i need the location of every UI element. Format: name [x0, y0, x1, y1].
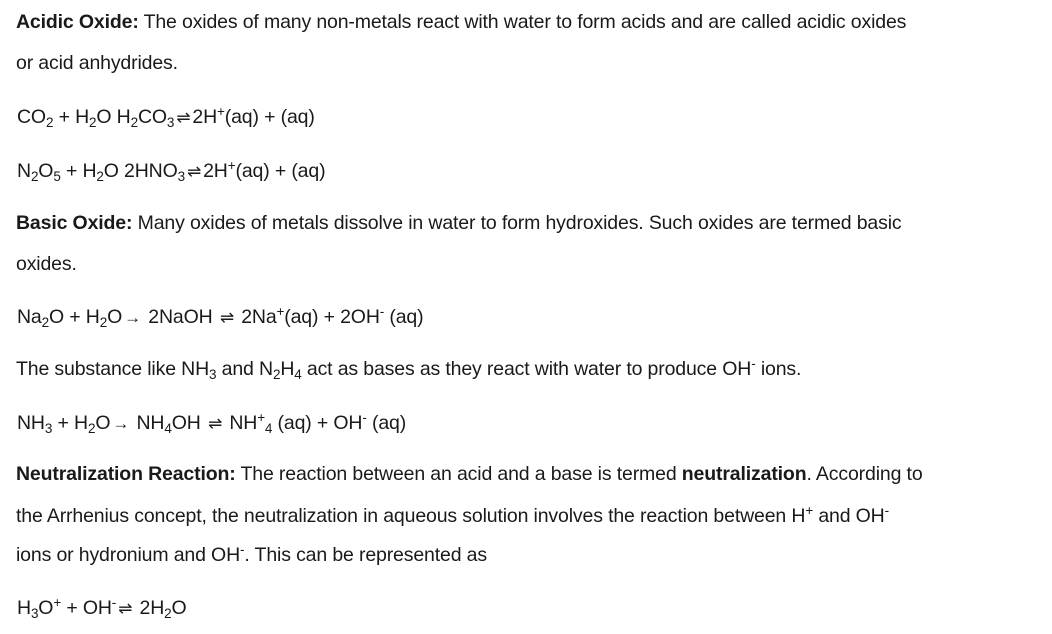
- basic-oxide-text-2: oxides.: [16, 253, 77, 275]
- eq-sub: 2: [89, 115, 97, 130]
- text-run: . According to: [806, 463, 923, 485]
- eq-term: (aq) + 2OH: [284, 306, 380, 328]
- eq-term: O: [38, 160, 54, 182]
- eq-term: O: [95, 412, 111, 434]
- eq-sub: 3: [44, 421, 53, 436]
- equilibrium-arrow-icon: ⇌: [219, 308, 234, 327]
- acidic-oxide-line-1: [16, 8, 906, 36]
- text-sub: 4: [294, 367, 302, 382]
- eq-sup: -: [362, 410, 367, 425]
- equilibrium-arrow-icon: ⇌: [118, 599, 133, 618]
- eq-sub: 2: [87, 421, 96, 436]
- eq-term: O: [171, 597, 187, 619]
- text-run: ions.: [755, 358, 802, 380]
- eq-sup: +: [257, 410, 265, 425]
- eq-term: CO: [17, 106, 46, 128]
- eq-term: O 2HNO: [103, 160, 178, 182]
- text-run: act as bases as they react with water to produce OH: [301, 358, 752, 380]
- basic-oxide-line-2: [16, 250, 77, 278]
- equation-na2o: [17, 303, 423, 332]
- text-run: ions or hydronium and OH: [16, 544, 241, 566]
- eq-term: N: [17, 160, 31, 182]
- eq-sup: +: [227, 158, 236, 173]
- neutralization-line-2: [16, 502, 889, 530]
- eq-term: NH: [224, 412, 258, 434]
- eq-sub: 2: [164, 606, 172, 621]
- text-run: and N: [216, 358, 273, 380]
- eq-sup: +: [53, 595, 62, 610]
- basic-oxide-term: Basic Oxide:: [16, 212, 133, 234]
- eq-sub: 2: [41, 315, 49, 330]
- eq-term: O H: [96, 106, 131, 128]
- eq-sub: 3: [166, 115, 175, 130]
- equilibrium-arrow-icon: ⇌: [187, 162, 202, 181]
- text-run: The substance like NH: [16, 358, 210, 380]
- eq-term: NH: [17, 412, 45, 434]
- neutralization-term: Neutralization Reaction:: [16, 463, 236, 485]
- text-sub: 2: [272, 367, 281, 382]
- basic-oxide-text: Many oxides of metals dissolve in water to form hydroxides. Such oxides are termed basic: [132, 212, 902, 234]
- bases-sentence: [16, 355, 801, 383]
- eq-sup: +: [276, 304, 285, 319]
- basic-oxide-line-1: [16, 209, 902, 237]
- eq-term: CO: [137, 106, 167, 128]
- eq-sub: 2: [96, 169, 104, 184]
- acidic-oxide-term: Acidic Oxide:: [16, 11, 139, 33]
- eq-sub: 2: [45, 115, 54, 130]
- eq-term: + H: [52, 412, 88, 434]
- eq-term: + OH: [61, 597, 112, 619]
- neutralization-line-1: [16, 460, 923, 488]
- eq-term: (aq): [384, 306, 424, 328]
- bold-term: neutralization: [681, 463, 807, 485]
- eq-sub: 3: [30, 606, 39, 621]
- right-arrow-icon: →: [112, 414, 130, 433]
- text-sup: +: [805, 503, 814, 518]
- eq-term: Na: [17, 306, 42, 328]
- eq-term: 2Na: [235, 306, 277, 328]
- acidic-oxide-text-2: or acid anhydrides.: [16, 52, 178, 74]
- text-run: . This can be represented as: [244, 544, 487, 566]
- text-run: H: [280, 358, 295, 380]
- eq-sub: 3: [177, 169, 185, 184]
- text-sup: -: [240, 542, 245, 557]
- eq-sub: 2: [99, 315, 108, 330]
- equilibrium-arrow-icon: ⇌: [207, 414, 223, 433]
- eq-term: 2H: [203, 160, 228, 182]
- eq-sub: 4: [164, 421, 172, 436]
- text-sub: 3: [209, 367, 217, 382]
- text-sup: -: [884, 503, 889, 518]
- eq-term: 2H: [192, 106, 218, 128]
- eq-term: + H: [53, 106, 90, 128]
- eq-term: (aq): [366, 412, 407, 434]
- eq-term: (aq) + OH: [272, 412, 363, 434]
- eq-sub: 5: [53, 169, 61, 184]
- eq-term: H: [17, 597, 31, 619]
- text-sup: -: [751, 356, 756, 371]
- eq-sub: 2: [30, 169, 39, 184]
- eq-term: O: [107, 306, 123, 328]
- text-run: The reaction between an acid and a base is termed: [235, 463, 682, 485]
- eq-term: + H: [60, 160, 97, 182]
- eq-sup: -: [379, 304, 385, 319]
- equation-h3o: [17, 594, 187, 623]
- acidic-oxide-text: The oxides of many non-metals react with water to form acids and are called acidic oxides: [138, 11, 907, 33]
- equation-nh3: [17, 409, 406, 438]
- eq-term: NH: [136, 412, 165, 434]
- text-run: the Arrhenius concept, the neutralization in aqueous solution involves the reaction between H: [16, 505, 806, 527]
- neutralization-line-3: [16, 541, 487, 569]
- eq-sub: 4: [264, 421, 273, 436]
- text-run: and OH: [813, 505, 885, 527]
- eq-term: (aq) + (aq): [224, 106, 315, 128]
- eq-sup: +: [217, 104, 225, 119]
- equilibrium-arrow-icon: ⇌: [176, 108, 191, 127]
- equation-co2: [17, 103, 315, 132]
- eq-term: O + H: [49, 306, 100, 328]
- eq-sub: 2: [130, 115, 138, 130]
- eq-term: 2NaOH: [148, 306, 218, 328]
- eq-term: OH: [171, 412, 206, 434]
- acidic-oxide-line-2: [16, 49, 178, 77]
- eq-sup: -: [111, 595, 117, 610]
- equation-n2o5: [17, 157, 325, 186]
- eq-term: O: [38, 597, 54, 619]
- right-arrow-icon: →: [124, 308, 141, 327]
- eq-term: 2H: [134, 597, 165, 619]
- eq-term: (aq) + (aq): [235, 160, 326, 182]
